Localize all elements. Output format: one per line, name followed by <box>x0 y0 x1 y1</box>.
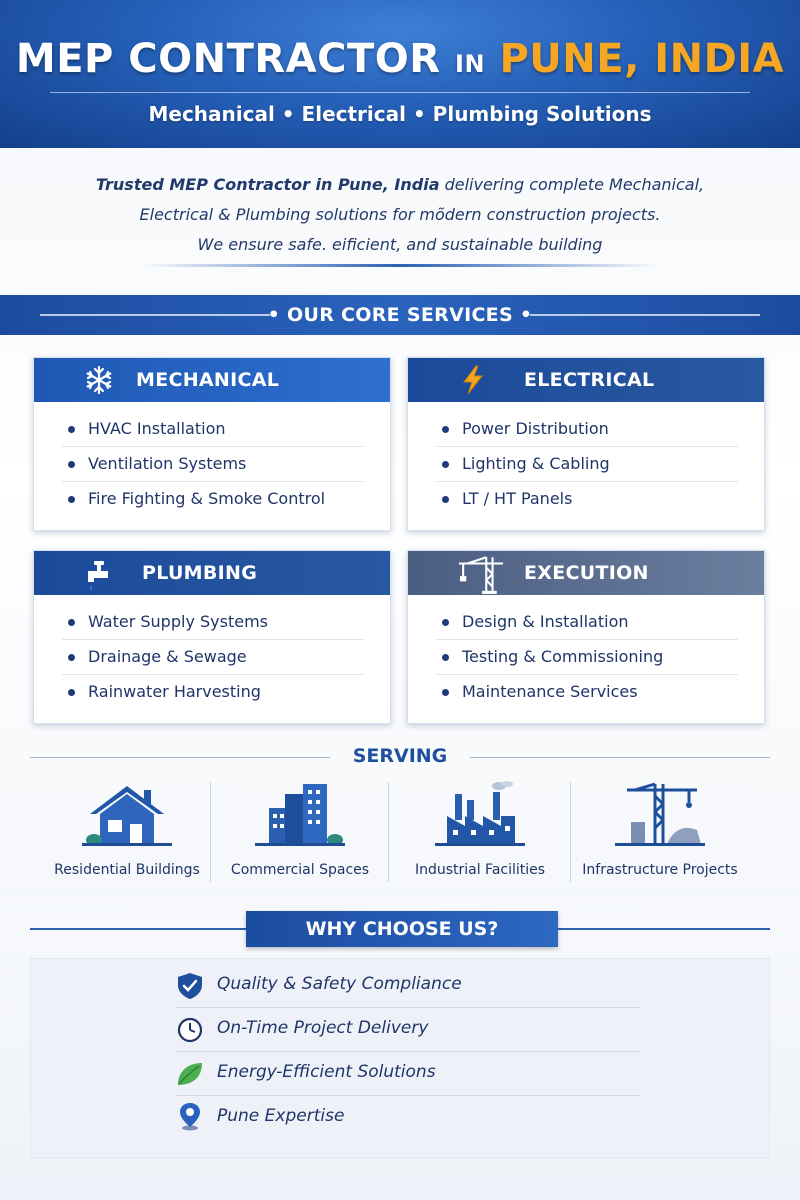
sector-label: Residential Buildings <box>54 862 200 878</box>
list-item <box>62 447 364 482</box>
snowflake-icon <box>82 365 116 395</box>
crane-structure-icon <box>615 780 705 850</box>
intro-text <box>0 170 800 260</box>
core-services-title: • OUR CORE SERVICES • <box>267 304 533 326</box>
why-line-left <box>30 928 250 930</box>
list-item <box>62 605 364 640</box>
bullet <box>442 461 449 468</box>
bullet <box>68 461 75 468</box>
list-item <box>62 412 364 447</box>
list-item <box>436 447 738 482</box>
list-item <box>436 640 738 675</box>
core-services-band <box>0 295 800 335</box>
bullet <box>442 619 449 626</box>
bullet <box>442 689 449 696</box>
sector-label: Industrial Facilities <box>414 862 546 878</box>
intro-line-3: We ensure safe. eificient, and sustainable building <box>197 235 603 254</box>
why-choose-us-title: WHY CHOOSE US? <box>246 911 558 947</box>
intro-line-1 <box>0 170 800 200</box>
clock-icon <box>175 1016 205 1044</box>
list-item-label: Drainage & Sewage <box>88 647 247 666</box>
bullet <box>68 426 75 433</box>
why-item-label: On-Time Project Delivery <box>217 1018 429 1038</box>
list-item-label: Fire Fighting & Smoke Control <box>88 489 326 508</box>
card-title: EXECUTION <box>524 562 649 584</box>
sector-divider <box>388 782 389 882</box>
list-item <box>62 675 364 710</box>
list-item <box>436 675 738 710</box>
why-item-label: Energy-Efficient Solutions <box>217 1062 436 1082</box>
list-item-label: Maintenance Services <box>462 682 638 701</box>
list-item-label: Design & Installation <box>462 612 629 631</box>
card-title: PLUMBING <box>142 562 258 584</box>
title-main: MEP CONTRACTOR <box>15 36 441 82</box>
service-card-plumbing <box>33 550 391 724</box>
card-list <box>436 412 738 517</box>
factory-icon <box>435 780 525 850</box>
intro-line-1-rest: delivering complete Mechanical, <box>439 175 705 194</box>
page-subtitle: Mechanical • Electrical • Plumbing Solutions <box>148 102 652 126</box>
list-item <box>436 482 738 517</box>
list-item-label: Power Distribution <box>462 419 609 438</box>
why-item-quality <box>175 964 640 1008</box>
list-item-label: Water Supply Systems <box>88 612 268 631</box>
card-list <box>62 605 364 710</box>
why-item-label: Pune Expertise <box>217 1106 345 1126</box>
card-header <box>408 358 764 402</box>
sector-label: Infrastructure Projects <box>582 862 738 878</box>
card-title: MECHANICAL <box>136 369 280 391</box>
list-item-label: Lighting & Cabling <box>462 454 610 473</box>
list-item-label: HVAC Installation <box>88 419 226 438</box>
shield-check-icon <box>175 972 205 1000</box>
page-title <box>0 36 800 82</box>
serving-title: SERVING <box>352 745 448 767</box>
intro-lead: Trusted MEP Contractor in Pune, India <box>95 175 440 194</box>
sector-label: Commercial Spaces <box>230 862 370 878</box>
list-item <box>62 640 364 675</box>
card-header <box>34 551 390 595</box>
leaf-icon <box>175 1060 205 1088</box>
location-pin-icon <box>175 1100 205 1132</box>
intro-line-2: Electrical & Plumbing solutions for mõdern construction projects. <box>139 205 661 224</box>
service-card-mechanical <box>33 357 391 531</box>
header-banner <box>0 0 800 148</box>
bullet <box>442 654 449 661</box>
crane-icon <box>454 553 508 595</box>
bullet <box>68 619 75 626</box>
why-item-delivery <box>175 1008 640 1052</box>
sector-commercial <box>210 780 390 890</box>
list-item <box>436 412 738 447</box>
list-item-label: Testing & Commissioning <box>462 647 664 666</box>
card-list <box>62 412 364 517</box>
house-icon <box>82 780 172 850</box>
list-item-label: Rainwater Harvesting <box>88 682 261 701</box>
water-tap-icon <box>82 558 116 594</box>
title-in: IN <box>455 50 486 78</box>
why-item-expertise <box>175 1096 640 1140</box>
list-item-label: LT / HT Panels <box>462 489 573 508</box>
sector-industrial <box>390 780 570 890</box>
list-item-label: Ventilation Systems <box>88 454 247 473</box>
why-line-right <box>554 928 770 930</box>
bullet <box>68 654 75 661</box>
lightning-icon <box>456 365 490 395</box>
title-city: PUNE, INDIA <box>499 36 785 82</box>
why-item-energy <box>175 1052 640 1096</box>
service-card-execution <box>407 550 765 724</box>
bullet <box>442 426 449 433</box>
sector-infrastructure <box>570 780 750 890</box>
card-header <box>34 358 390 402</box>
header-divider <box>50 92 750 93</box>
why-item-label: Quality & Safety Compliance <box>217 974 462 994</box>
bullet <box>442 496 449 503</box>
card-title: ELECTRICAL <box>524 369 655 391</box>
bullet <box>68 689 75 696</box>
list-item <box>436 605 738 640</box>
office-buildings-icon <box>255 780 345 850</box>
list-item <box>62 482 364 517</box>
service-card-electrical <box>407 357 765 531</box>
sector-residential <box>37 780 217 890</box>
card-list <box>436 605 738 710</box>
card-header <box>408 551 764 595</box>
intro-divider <box>140 264 660 267</box>
bullet <box>68 496 75 503</box>
